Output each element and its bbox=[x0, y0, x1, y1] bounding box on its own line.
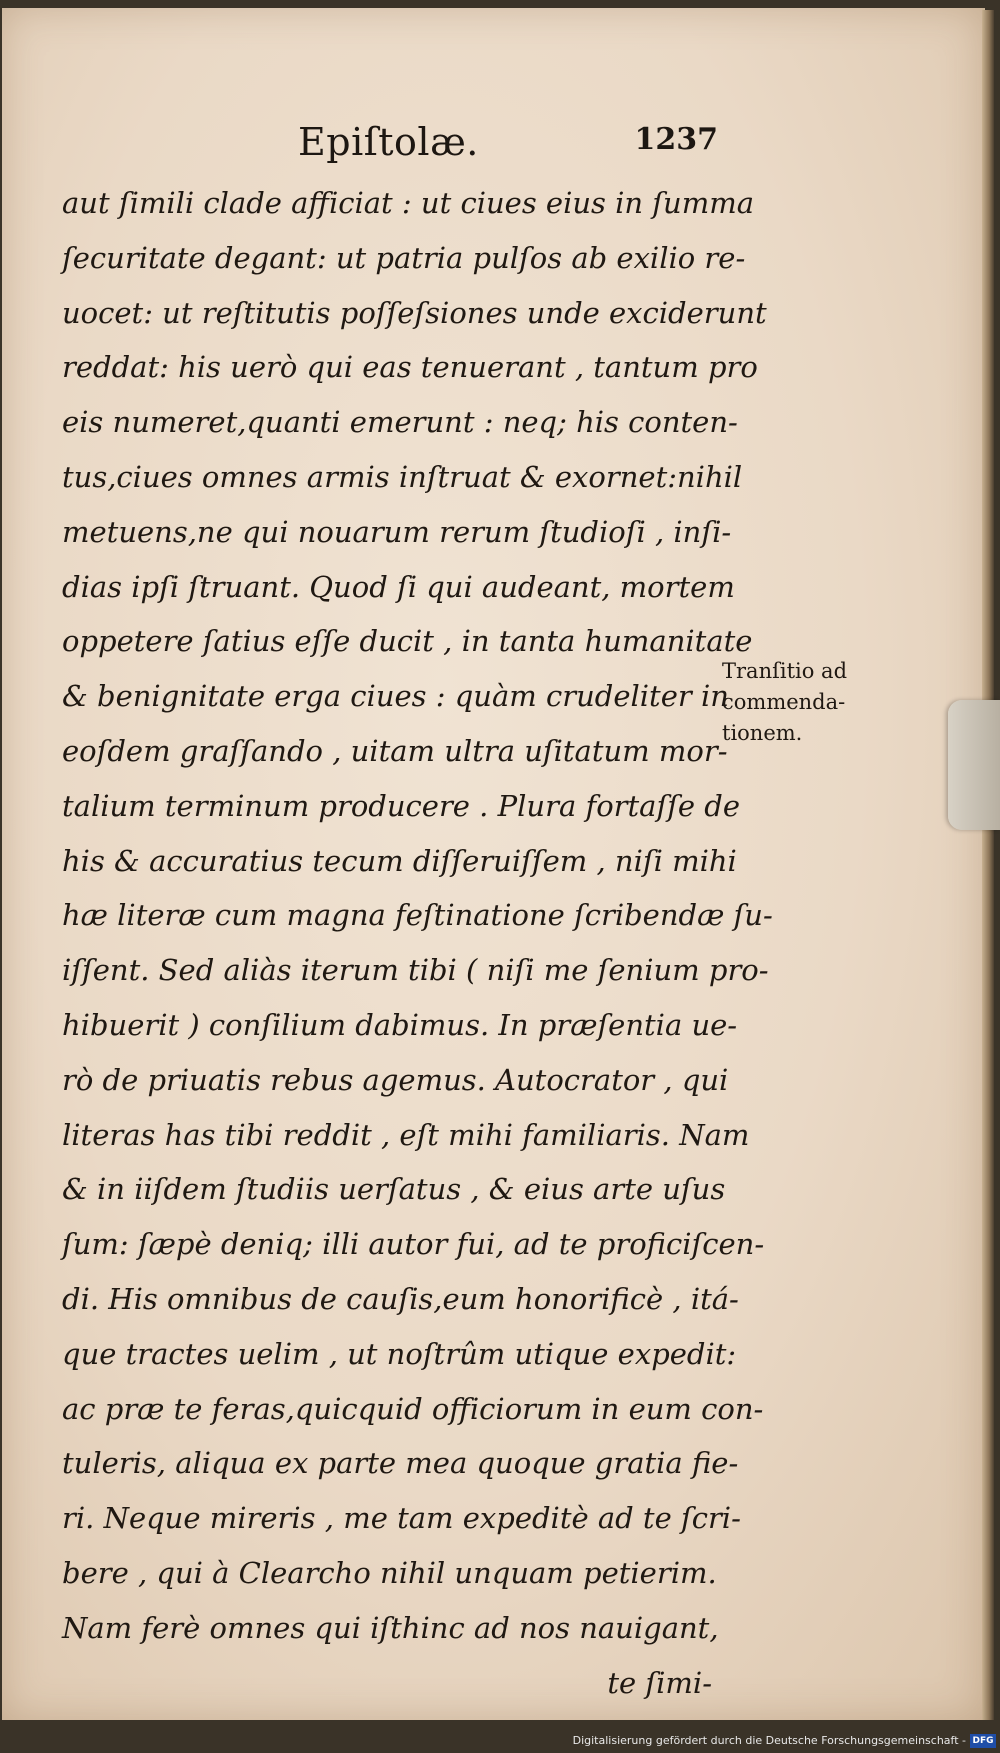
text-line: ac præ te feras,quicquid officiorum in eum con- bbox=[62, 1391, 764, 1426]
text-line: rò de priuatis rebus agemus. Autocrator , qui bbox=[62, 1062, 729, 1097]
text-line: eis numeret,quanti emerunt : neq; his conten- bbox=[62, 405, 738, 440]
text-line: tus,ciues omnes armis inſtruat & exornet:nihil bbox=[62, 459, 743, 494]
text-line: ri. Neque mireris , me tam expeditè ad te ſcri- bbox=[62, 1501, 741, 1536]
text-line: hæ literæ cum magna feſtinatione ſcribendæ ſu- bbox=[62, 898, 773, 933]
margin-note bbox=[722, 656, 882, 749]
text-line: ſecuritate degant: ut patria pulſos ab exilio re- bbox=[62, 240, 746, 275]
margin-note-line: commenda- bbox=[722, 690, 846, 714]
dfg-logo: DFG bbox=[970, 1734, 996, 1748]
text-line: di. His omnibus de cauſis,eum honorificè , itá- bbox=[62, 1281, 739, 1316]
text-line: bere , qui à Clearcho nihil unquam petierim. bbox=[62, 1555, 717, 1590]
text-line: uocet: ut reſtitutis poſſeſsiones unde exciderunt bbox=[62, 295, 767, 330]
text-line: aut ſimili clade afficiat : ut ciues eius in ſumma bbox=[62, 186, 755, 220]
text-line: Nam ferè omnes qui iſthinc ad nos nauigant, bbox=[62, 1610, 719, 1645]
margin-note-line: tionem. bbox=[722, 721, 803, 745]
text-line: & benignitate erga ciues : quàm crudeliter in bbox=[62, 679, 729, 714]
margin-note-line: Tranſitio ad bbox=[722, 659, 848, 683]
text-line: metuens,ne qui nouarum rerum ſtudioſi , inſi- bbox=[62, 514, 732, 549]
text-line: iſſent. Sed aliàs iterum tibi ( niſi me ſenium pro- bbox=[62, 953, 769, 988]
text-line: his & accuratius tecum diſſeruiſſem , niſi mihi bbox=[62, 843, 737, 878]
text-line: que tractes uelim , ut noſtrûm utique expedit: bbox=[62, 1336, 737, 1371]
page-edge bbox=[982, 10, 994, 1720]
text-line: literas has tibi reddit , eſt mihi familiaris. Nam bbox=[62, 1117, 750, 1152]
text-line: talium terminum producere . Plura fortaſſe de bbox=[62, 788, 741, 823]
page-header bbox=[62, 120, 718, 180]
text-line: & in iiſdem ſtudiis uerſatus , & eius arte uſus bbox=[62, 1172, 726, 1207]
running-title: Epiſtolæ. bbox=[298, 120, 479, 164]
digitization-attribution: Digitalisierung gefördert durch die Deutsche Forschungsgemeinschaft - bbox=[572, 1734, 966, 1747]
text-line: reddat: his uerò qui eas tenuerant , tantum pro bbox=[62, 350, 758, 385]
text-line: hibuerit ) conſilium dabimus. In præſentia ue- bbox=[62, 1007, 738, 1042]
text-line: eoſdem graſſando , uitam ultra uſitatum mor- bbox=[62, 733, 728, 768]
catchword: te ſimi- bbox=[607, 1665, 712, 1700]
text-line: ſum: ſæpè deniq; illi autor fui, ad te proficiſcen- bbox=[62, 1227, 765, 1262]
book-page bbox=[2, 8, 985, 1720]
page-tab-marker bbox=[948, 700, 1000, 830]
text-line: tuleris, aliqua ex parte mea quoque gratia fie- bbox=[62, 1446, 739, 1481]
text-line: dias ipſi ſtruant. Quod ſi qui audeant, mortem bbox=[62, 569, 735, 604]
page-number: 1237 bbox=[634, 122, 718, 157]
text-line: oppetere ſatius eſſe ducit , in tanta humanitate bbox=[62, 624, 753, 659]
